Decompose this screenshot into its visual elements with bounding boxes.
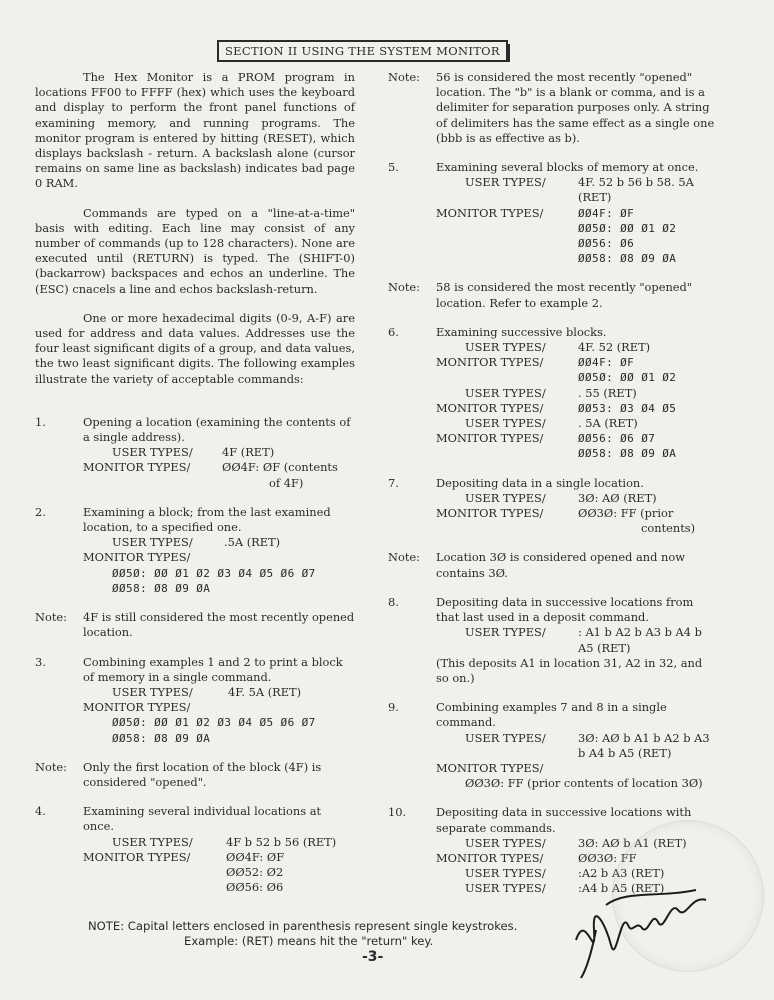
monitor-output-line: ØØ52: Ø2 bbox=[226, 864, 284, 879]
left-column bbox=[35, 70, 355, 895]
monitor-output-line: ØØ58: Ø8 Ø9 ØA bbox=[112, 581, 211, 595]
note-5 bbox=[388, 550, 718, 580]
example-1 bbox=[35, 415, 355, 491]
user-types-value: :A4 b A5 (RET) bbox=[578, 881, 665, 896]
user-types-value: . 5A (RET) bbox=[578, 416, 638, 431]
user-types-label: USER TYPES/ bbox=[465, 835, 546, 850]
user-types-value: 4F. 5A (RET) bbox=[228, 684, 302, 699]
example-explanation: (This deposits A1 in location 31, A2 in 32, and so on.) bbox=[436, 655, 703, 685]
user-types-value: :A2 b A3 (RET) bbox=[578, 866, 665, 881]
monitor-output-line: ØØ56: Ø6 Ø7 bbox=[578, 432, 656, 446]
monitor-types-label: MONITOR TYPES/ bbox=[436, 506, 544, 521]
example-4 bbox=[35, 804, 355, 895]
note-label: Note: bbox=[388, 280, 420, 295]
user-types-value: 3Ø: AØ b A1 b A2 b A3 b A4 b A5 (RET) bbox=[578, 730, 714, 760]
monitor-output-line: ØØ56: Ø6 bbox=[226, 880, 284, 895]
monitor-types-value-cont: contents) bbox=[641, 521, 696, 536]
monitor-types-label: MONITOR TYPES/ bbox=[83, 700, 191, 715]
note-label: Note: bbox=[35, 610, 67, 625]
example-5 bbox=[388, 160, 718, 266]
example-8 bbox=[388, 595, 718, 686]
monitor-output-line: ØØ5Ø: ØØ Ø1 Ø2 Ø3 Ø4 Ø5 Ø6 Ø7 bbox=[112, 566, 316, 580]
user-types-value: 4F. 52 b 56 b 58. 5A (RET) bbox=[578, 175, 698, 205]
example-text: Combining examples 1 and 2 to print a block of memory in a single command. bbox=[83, 654, 343, 684]
example-text: Examining a block; from the last examined location, to a specified one. bbox=[83, 504, 331, 535]
example-number: 10. bbox=[388, 805, 407, 820]
monitor-types-label: MONITOR TYPES/ bbox=[436, 760, 544, 775]
example-text: Depositing data in successive locations with separate commands. bbox=[436, 805, 692, 835]
example-number: 1. bbox=[35, 414, 46, 429]
example-7 bbox=[388, 476, 718, 537]
example-text: Depositing data in a single location. bbox=[436, 475, 644, 490]
monitor-types-label: MONITOR TYPES/ bbox=[436, 400, 544, 415]
monitor-types-label: MONITOR TYPES/ bbox=[436, 205, 544, 220]
user-types-label: USER TYPES/ bbox=[465, 385, 546, 400]
user-types-label: USER TYPES/ bbox=[465, 340, 546, 355]
example-number: 2. bbox=[35, 504, 46, 519]
user-types-label: USER TYPES/ bbox=[465, 730, 546, 745]
monitor-types-label: MONITOR TYPES/ bbox=[436, 850, 544, 865]
monitor-types-label: MONITOR TYPES/ bbox=[436, 355, 544, 370]
user-types-label: USER TYPES/ bbox=[465, 625, 546, 640]
note-1 bbox=[35, 610, 355, 640]
example-text: Examining several blocks of memory at once. bbox=[436, 160, 699, 175]
user-types-value: 3Ø: AØ b A1 (RET) bbox=[578, 835, 687, 850]
monitor-output-line: ØØ53: Ø3 Ø4 Ø5 bbox=[578, 401, 677, 415]
example-number: 5. bbox=[388, 160, 399, 175]
user-types-value: . 55 (RET) bbox=[578, 385, 637, 400]
user-types-label: USER TYPES/ bbox=[112, 684, 193, 699]
monitor-output-line: ØØ3Ø: FF bbox=[578, 850, 637, 865]
example-2 bbox=[35, 505, 355, 596]
monitor-output-line: ØØ58: Ø8 Ø9 ØA bbox=[578, 447, 677, 461]
example-3 bbox=[35, 655, 355, 746]
monitor-output-line: ØØ4F: ØF bbox=[578, 356, 635, 370]
note-3 bbox=[388, 70, 718, 146]
monitor-output-line: ØØ5Ø: ØØ Ø1 Ø2 Ø3 Ø4 Ø5 Ø6 Ø7 bbox=[112, 716, 316, 730]
note-label: Note: bbox=[388, 70, 420, 84]
footnote bbox=[88, 919, 588, 949]
monitor-output-line: ØØ4F: ØF bbox=[226, 849, 285, 864]
footnote-line: Example: (RET) means hit the "return" key. bbox=[184, 934, 434, 948]
monitor-types-label: MONITOR TYPES/ bbox=[83, 550, 191, 565]
hex-digits-paragraph: One or more hexadecimal digits (0-9, A-F) are used for address and data values. Addresses use the four least significant digits of a group, and data values, the two least significant digits. The following examples illustrate the variety of acceptable commands: bbox=[35, 310, 355, 386]
section-header: SECTION II USING THE SYSTEM MONITOR bbox=[217, 40, 508, 62]
example-number: 7. bbox=[388, 475, 399, 490]
note-2 bbox=[35, 760, 355, 790]
note-label: Note: bbox=[388, 550, 420, 565]
example-6 bbox=[388, 325, 718, 462]
right-column bbox=[388, 70, 718, 897]
user-types-value: 4F. 52 (RET) bbox=[578, 340, 651, 355]
user-types-value: 4F (RET) bbox=[222, 445, 275, 460]
example-number: 8. bbox=[388, 594, 399, 609]
note-text: 4F is still considered the most recently opened location. bbox=[83, 610, 355, 640]
example-text: Examining several individual locations at once. bbox=[83, 804, 322, 834]
note-text: Only the first location of the block (4F) is considered "opened". bbox=[83, 759, 322, 789]
example-number: 6. bbox=[388, 324, 399, 339]
user-types-label: USER TYPES/ bbox=[465, 416, 546, 431]
user-types-label: USER TYPES/ bbox=[465, 175, 546, 190]
monitor-types-label: MONITOR TYPES/ bbox=[83, 849, 191, 864]
monitor-output-line: ØØ5Ø: ØØ Ø1 Ø2 bbox=[578, 221, 677, 235]
user-types-value: : A1 b A2 b A3 b A4 b A5 (RET) bbox=[578, 625, 706, 655]
example-number: 9. bbox=[388, 700, 399, 715]
example-text: Examining successive blocks. bbox=[436, 324, 607, 339]
footnote-line: NOTE: Capital letters enclosed in parenthesis represent single keystrokes. bbox=[88, 919, 518, 933]
user-types-value: 4F b 52 b 56 (RET) bbox=[226, 834, 337, 849]
intro-paragraph: The Hex Monitor is a PROM program in locations FF00 to FFFF (hex) which uses the keyboard and display to perform the front panel functions of examining memory, and running programs. The monitor program is entered by hitting (RESET), which displays backslash - return. A backslash alone (cursor remains on same line as backslash) indicates bad page 0 RAM. bbox=[35, 70, 355, 191]
example-text: Combining examples 7 and 8 in a single command. bbox=[436, 700, 667, 730]
example-number: 3. bbox=[35, 654, 46, 669]
monitor-output-line: ØØ58: Ø8 Ø9 ØA bbox=[112, 731, 211, 745]
monitor-types-label: MONITOR TYPES/ bbox=[83, 460, 191, 475]
monitor-output-line: ØØ3Ø: FF (prior contents of location 3Ø) bbox=[465, 776, 703, 791]
note-4 bbox=[388, 280, 718, 310]
note-label: Note: bbox=[35, 759, 67, 774]
example-text: Opening a location (examining the contents of a single address). bbox=[83, 414, 351, 445]
monitor-types-value: ØØ4F: ØF (contents bbox=[222, 460, 338, 475]
commands-paragraph: Commands are typed on a "line-at-a-time" basis with editing. Each line may consist of any number of commands (up to 128 characters). None are executed until (RETURN) is typed. The (SHIFT-0) (backarrow) backspaces and echos an underline. The (ESC) cnacels a line and echos backslash-return. bbox=[35, 205, 355, 296]
note-text: 58 is considered the most recently "opened" location. Refer to example 2. bbox=[436, 280, 693, 310]
note-text: 56 is considered the most recently "opened" location. The "b" is a blank or comma, and is a delimiter for separation purposes only. A string of delimiters has the same effect as a single one (bbb is as effective as b). bbox=[436, 70, 715, 145]
page-number: -3- bbox=[362, 949, 384, 965]
example-text: Depositing data in successive locations from that last used in a deposit command. bbox=[436, 594, 694, 625]
user-types-label: USER TYPES/ bbox=[112, 834, 193, 849]
monitor-output-line: ØØ4F: ØF bbox=[578, 206, 635, 220]
monitor-output-line: ØØ58: Ø8 Ø9 ØA bbox=[578, 252, 677, 266]
user-types-value: .5A (RET) bbox=[224, 535, 281, 550]
monitor-types-label: MONITOR TYPES/ bbox=[436, 431, 544, 446]
user-types-label: USER TYPES/ bbox=[465, 866, 546, 881]
example-number: 4. bbox=[35, 804, 46, 819]
user-types-label: USER TYPES/ bbox=[112, 445, 193, 460]
user-types-label: USER TYPES/ bbox=[465, 490, 546, 505]
user-types-label: USER TYPES/ bbox=[465, 881, 546, 896]
example-9 bbox=[388, 700, 718, 791]
monitor-types-value: ØØ3Ø: FF (prior bbox=[578, 506, 674, 521]
handwritten-signature bbox=[566, 870, 716, 980]
user-types-label: USER TYPES/ bbox=[112, 535, 193, 550]
user-types-value: 3Ø: AØ (RET) bbox=[578, 490, 657, 505]
monitor-output-line: ØØ5Ø: ØØ Ø1 Ø2 bbox=[578, 371, 677, 385]
note-text: Location 3Ø is considered opened and now contains 3Ø. bbox=[436, 550, 685, 580]
monitor-types-value-cont: of 4F) bbox=[269, 475, 304, 490]
monitor-output-line: ØØ56: Ø6 bbox=[578, 237, 635, 251]
